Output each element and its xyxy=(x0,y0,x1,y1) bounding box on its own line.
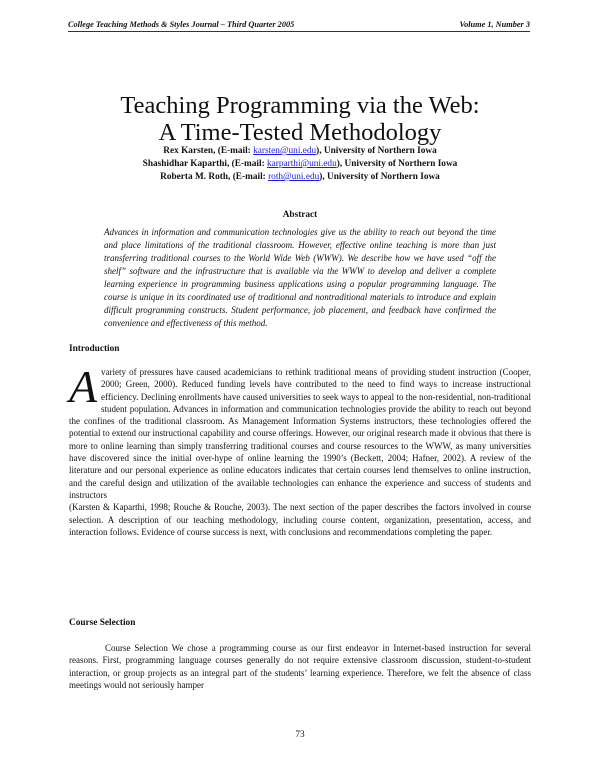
volume-number: Volume 1, Number 3 xyxy=(459,20,530,29)
author-line xyxy=(0,145,600,158)
author-name: Shashidhar Kaparthi, (E-mail: xyxy=(142,159,267,169)
author-list xyxy=(0,145,600,184)
author-affiliation: ), University of Northern Iowa xyxy=(316,146,437,156)
course-selection-heading: Course Selection xyxy=(69,618,136,628)
course-selection-paragraph: Course Selection We chose a programming course as our first endeavor in Internet-based instruction for several reasons. First, programming language courses generally do not require extensive classroom discussion, student-to-student interaction, or group projects as an integral part of the students’ learning experience. Therefore, we felt the absence of class meetings would not seriously hamper xyxy=(69,643,531,690)
abstract-text: Advances in information and communication technologies give us the ability to reach out beyond the time and place limitations of the traditional classroom. However, effective online teaching is more than just transferring traditional courses to the World Wide Web (WWW). We describe how we have used “off the shelf” software and the infrastructure that is available via the WWW to develop and deliver a complete learning experience in programming business applications using a popular programming language. The course is unique in its coordinated use of traditional and nontraditional materials to introduce and explain difficult programming constructs. Student performance, job placement, and feedback have confirmed the convenience and effectiveness of this method. xyxy=(104,227,496,328)
introduction-heading: Introduction xyxy=(69,344,120,354)
introduction-paragraph-1-text: variety of pressures have caused academicians to rethink traditional means of providing student instruction (Cooper, 2000; Green, 2000). Reduced funding levels have contributed to the need to find ways to increase instructional efficiency. Declining enrollments have caused universities to seek ways to appeal to the non-residential, non-traditional student population. Advances in information and communication technologies provide the ability to reach out beyond the confines of the traditional classroom. As Management Information Systems instructors, these technologies offered the potential to extend our instructional capability and course offerings. However, our original research made it obvious that there is more to online learning than simply transferring traditional courses and course resources to the WWW, as many universities have discovered since the initial over-hype of online learning the 1990’s (Beckett, 2004; Hafner, 2002). A review of the literature and our personal experience as online educators indicates that certain courses lend themselves to online instruction, and the careful design and utilization of the available technologies can enhance the experience and success of students and instructors xyxy=(69,367,531,500)
paper-title xyxy=(0,92,600,146)
journal-title: College Teaching Methods & Styles Journal – Third Quarter 2005 xyxy=(68,20,295,29)
introduction-paragraph-1 xyxy=(69,361,531,501)
abstract-heading: Abstract xyxy=(282,210,318,220)
author-email-link[interactable]: karparthi@uni.edu xyxy=(266,159,337,169)
drop-cap: A xyxy=(69,361,98,412)
title-line-1: Teaching Programming via the Web: xyxy=(120,92,480,119)
author-affiliation: ), University of Northern Iowa xyxy=(336,159,458,169)
author-name: Rex Karsten, (E-mail: xyxy=(163,146,254,156)
page-number: 73 xyxy=(295,730,305,740)
author-affiliation: ), University of Northern Iowa xyxy=(319,172,440,182)
author-email-link[interactable]: roth@uni.edu xyxy=(268,172,320,182)
author-line xyxy=(0,158,600,171)
author-line xyxy=(0,171,600,184)
title-line-2: A Time-Tested Methodology xyxy=(158,119,442,146)
author-email-link[interactable]: karsten@uni.edu xyxy=(253,146,317,156)
introduction-paragraph-2: (Karsten & Kaparthi, 1998; Rouche & Rouche, 2003). The next section of the paper describes the factors involved in course selection. A description of our teaching methodology, including course content, organization, presentation, access, and interaction follows. Evidence of course success is next, with conclusions and recommendations completing the paper. xyxy=(69,502,531,537)
introduction-body xyxy=(69,361,531,538)
running-header xyxy=(68,20,530,32)
author-name: Roberta M. Roth, (E-mail: xyxy=(160,172,269,182)
